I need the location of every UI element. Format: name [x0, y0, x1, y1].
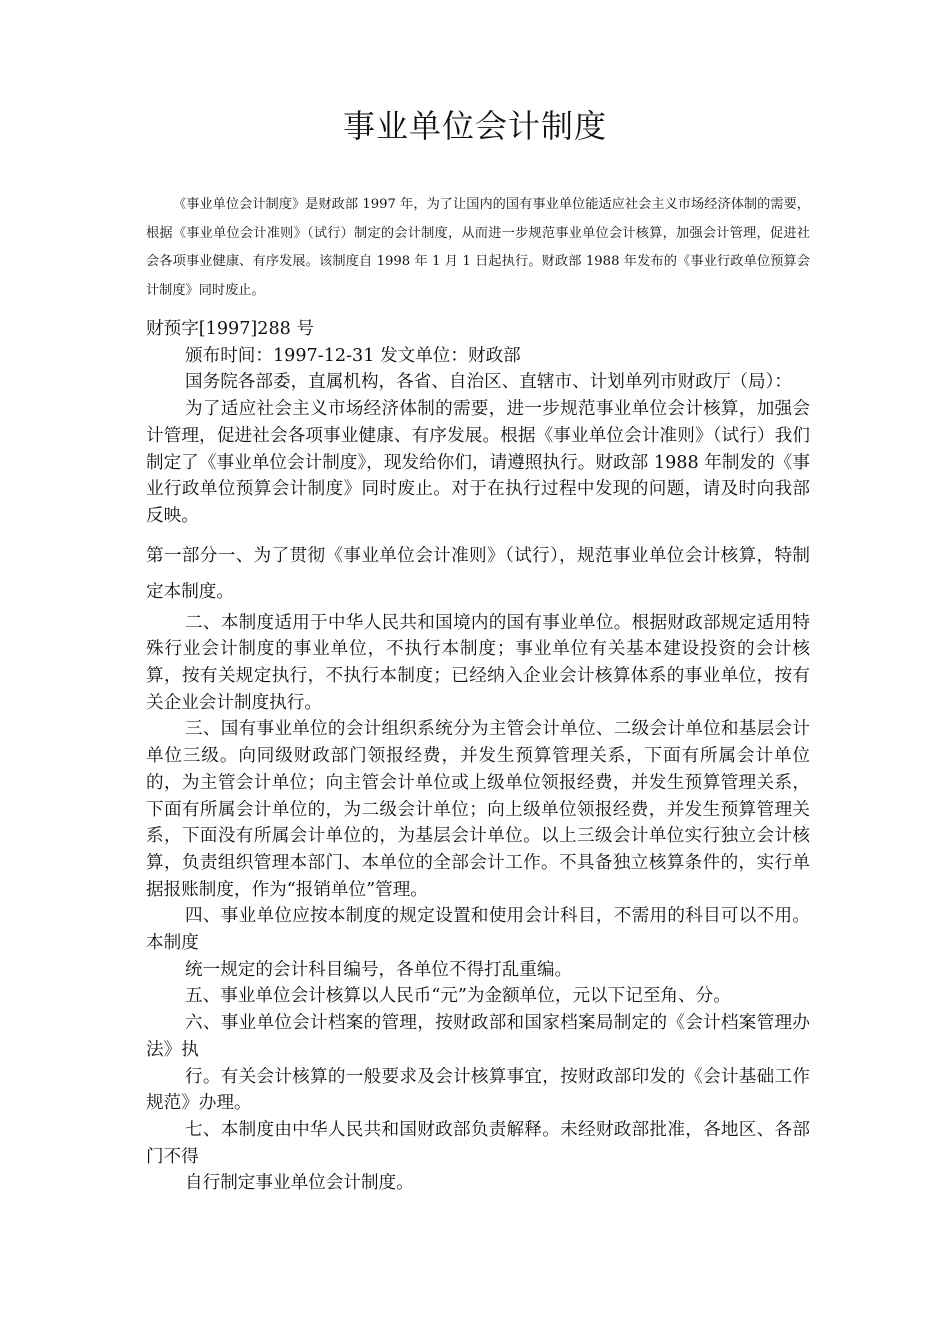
doc-number: 财预字[1997]288 号: [146, 319, 315, 339]
article-3: 三、国有事业单位的会计组织系统分为主管会计单位、二级会计单位和基层会计单位三级。向同级财政部门领报经费，并发生预算管理关系，下面有所属会计单位的，为主管会计单位；向主管会计单位或上级单位领报经费，并发生预算管理关系，下面有所属会计单位的，为二级会计单位；向上级单位领报经费，并发生预算管理关系，下面没有所属会计单位的，为基层会计单位。以上三级会计单位实行独立会计核算，负责组织管理本部门、本单位的全部会计工作。不具备独立核算条件的，实行单据报账制度，作为“报销单位”管理。: [146, 719, 810, 900]
article-2: 二、本制度适用于中华人民共和国境内的国有事业单位。根据财政部规定适用特殊行业会计制度的事业单位，不执行本制度；事业单位有关基本建设投资的会计核算，按有关规定执行，不执行本制度；已经纳入企业会计核算体系的事业单位，按有关企业会计制度执行。: [146, 612, 810, 713]
part1-heading-article1: 第一部分一、为了贯彻《事业单位会计准则》（试行），规范事业单位会计核算，特制定本制度。: [146, 545, 810, 602]
document-title: 事业单位会计制度: [342, 107, 607, 145]
article-7-part-a: 七、本制度由中华人民共和国财政部负责解释。未经财政部批准，各地区、各部门不得: [146, 1119, 810, 1167]
addressee: 国务院各部委，直属机构，各省、自治区、直辖市、计划单列市财政厅（局）：: [185, 372, 792, 393]
article-5: 五、事业单位会计核算以人民币“元”为金额单位，元以下记至角、分。: [185, 986, 731, 1007]
issue-info: 颁布时间：1997-12-31 发文单位：财政部: [185, 345, 521, 366]
document-body: [146, 316, 810, 1197]
abstract-paragraph: 《事业单位会计制度》是财政部 1997 年，为了让国内的国有事业单位能适应社会主义市场经济体制的需要，根据《事业单位会计准则》（试行）制定的会计制度，从而进一步规范事业单位会计核算，加强会计管理，促进社会各项事业健康、有序发展。该制度自 1998 年 1 月 1 日起执行。财政部 1988 年发布的《事业行政单位预算会计制度》同时废止。: [146, 197, 810, 298]
article-6-part-a: 六、事业单位会计档案的管理，按财政部和国家档案局制定的《会计档案管理办法》执: [146, 1013, 810, 1060]
notice-paragraph: 为了适应社会主义市场经济体制的需要，进一步规范事业单位会计核算，加强会计管理，促进社会各项事业健康、有序发展。根据《事业单位会计准则》（试行）我们制定了《事业单位会计制度》，现发给你们，请遵照执行。财政部 1988 年制发的《事业行政单位预算会计制度》同时废止。对于在执行过程中发现的问题，请及时向我部反映。: [146, 399, 810, 526]
article-4-part-b: 统一规定的会计科目编号，各单位不得打乱重编。: [185, 959, 573, 980]
article-6-part-b: 行。有关会计核算的一般要求及会计核算事宜，按财政部印发的《会计基础工作规范》办理。: [146, 1066, 810, 1114]
article-4-part-a: 四、事业单位应按本制度的规定设置和使用会计科目，不需用的科目可以不用。本制度: [146, 906, 810, 954]
article-7-part-b: 自行制定事业单位会计制度。: [185, 1173, 414, 1194]
